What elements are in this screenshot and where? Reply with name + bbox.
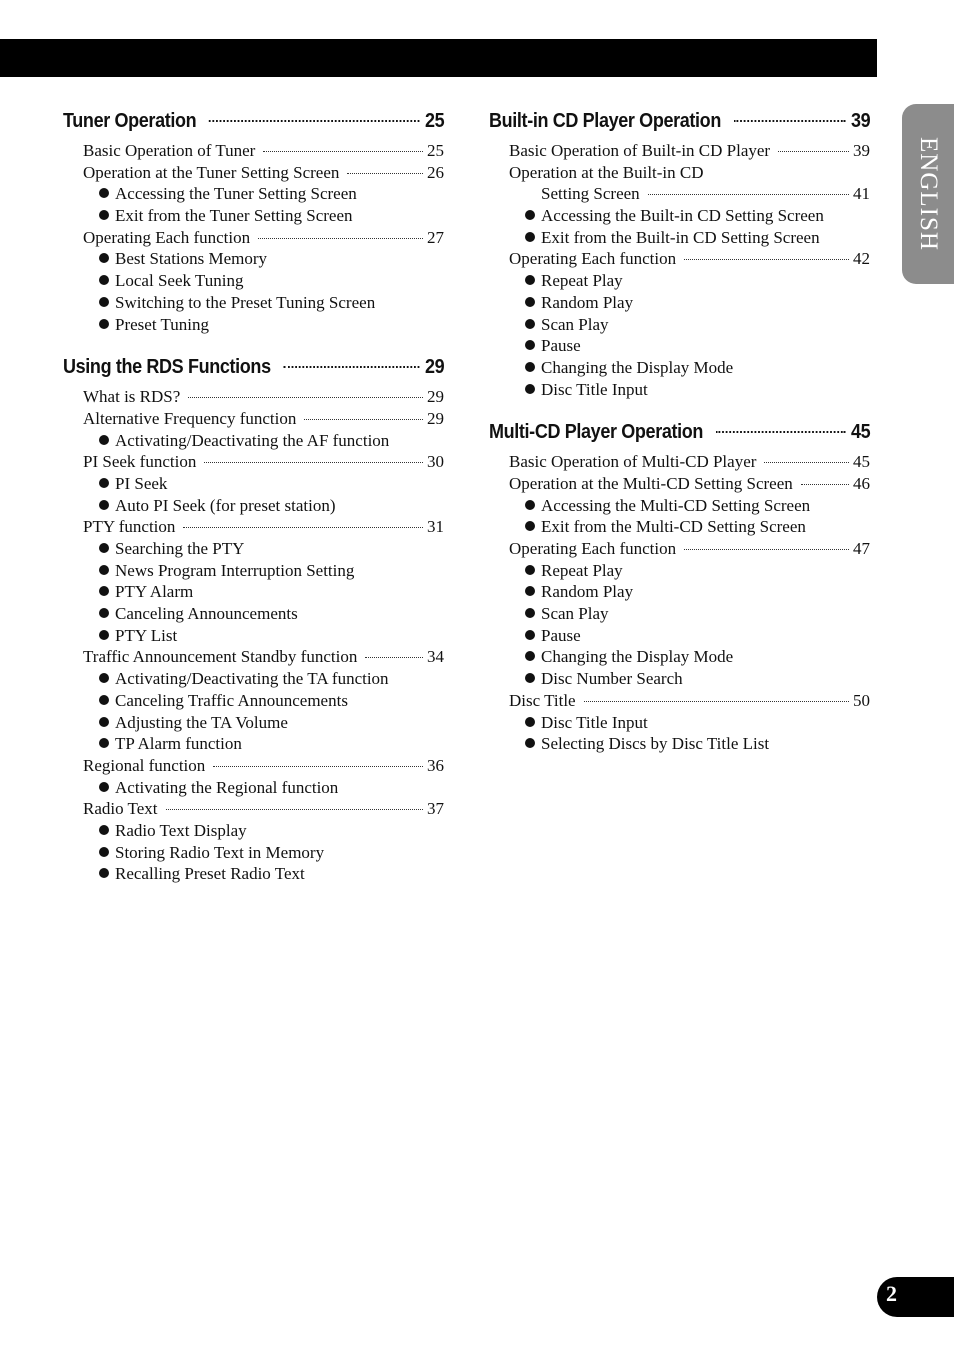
bullet-icon [525, 630, 535, 640]
bullet-icon [525, 521, 535, 531]
toc-entry[interactable] [489, 451, 870, 473]
entry-page: 47 [853, 539, 870, 558]
subitem-text: Preset Tuning [115, 314, 209, 334]
toc-subitem[interactable] [63, 183, 444, 205]
page-number-badge [877, 1277, 954, 1317]
dot-leader [778, 151, 849, 152]
toc-subitem[interactable] [63, 205, 444, 227]
toc-subitem[interactable] [489, 379, 870, 401]
subitem-text: Canceling Announcements [115, 604, 298, 624]
bullet-icon [525, 210, 535, 220]
entry-page: 27 [427, 227, 444, 247]
bullet-icon [525, 565, 535, 575]
dot-leader [347, 173, 423, 174]
toc-subitem[interactable] [489, 516, 870, 538]
entry-text: Traffic Announcement Standby function [83, 647, 358, 667]
subitem-text: Storing Radio Text in Memory [115, 842, 325, 862]
subitem-text: Searching the PTY [115, 539, 245, 558]
bullet-icon [99, 782, 109, 792]
dot-leader [263, 151, 423, 152]
subitem-text: Canceling Traffic Announcements [115, 690, 348, 710]
toc-subitem[interactable] [63, 473, 444, 495]
entry-text: Basic Operation of Multi-CD Player [509, 452, 757, 472]
entry-page: 31 [427, 517, 444, 537]
entry-text: PTY function [83, 517, 176, 537]
subitem-text: Radio Text Display [115, 820, 247, 840]
subitem-text: Disc Number Search [541, 669, 683, 689]
bullet-icon [525, 586, 535, 596]
subitem-text: Disc Title Input [541, 712, 648, 732]
subitem-text: Scan Play [541, 314, 609, 334]
toc-subitem[interactable] [489, 733, 870, 755]
subitem-text: Exit from the Built-in CD Setting Screen [541, 227, 820, 247]
dot-leader [801, 484, 849, 485]
bullet-icon [525, 384, 535, 394]
toc-subitem[interactable] [489, 270, 870, 292]
bullet-icon [525, 673, 535, 683]
bullet-icon [99, 188, 109, 198]
toc-subitem[interactable] [489, 227, 870, 249]
toc-subitem[interactable] [489, 205, 870, 227]
bullet-icon [99, 630, 109, 640]
toc-subitem[interactable] [489, 335, 870, 357]
bullet-icon [525, 319, 535, 329]
section-page: 45 [850, 421, 871, 444]
toc-left-column [63, 110, 444, 906]
toc-entry[interactable] [63, 162, 444, 184]
bullet-icon [99, 738, 109, 748]
bullet-icon [99, 297, 109, 307]
bullet-icon [99, 825, 109, 835]
dot-leader [648, 194, 849, 195]
subitem-text: News Program Interruption Setting [115, 560, 355, 580]
subitem-text: Activating/Deactivating the AF function [115, 430, 390, 450]
subitem-text: TP Alarm function [115, 734, 242, 754]
section-title: Using the RDS Functions [63, 356, 271, 379]
subitem-text: Auto PI Seek (for preset station) [115, 495, 336, 515]
entry-page: 39 [853, 141, 870, 160]
bullet-icon [99, 478, 109, 488]
bullet-icon [525, 232, 535, 242]
toc-section [63, 110, 444, 335]
subitem-text: Accessing the Built-in CD Setting Screen [541, 206, 824, 226]
dot-leader [716, 431, 846, 433]
dot-leader [188, 397, 423, 398]
entry-text: Operation at the Tuner Setting Screen [83, 162, 340, 182]
dot-leader [684, 259, 849, 260]
toc-subitem[interactable] [63, 495, 444, 517]
toc-entry[interactable] [63, 386, 444, 408]
entry-text: Regional function [83, 755, 206, 775]
bullet-icon [99, 210, 109, 220]
toc-subitem[interactable] [489, 495, 870, 517]
subitem-text: Accessing the Multi-CD Setting Screen [541, 495, 811, 515]
dot-leader [684, 549, 849, 550]
toc-right-column [489, 110, 870, 776]
section-heading[interactable] [489, 421, 870, 451]
toc-subitem[interactable] [63, 430, 444, 452]
subitem-text: Repeat Play [541, 271, 623, 291]
toc-subitem[interactable] [489, 603, 870, 625]
bullet-icon [99, 253, 109, 263]
subitem-text: PTY List [115, 625, 178, 645]
subitem-text: Adjusting the TA Volume [115, 712, 288, 732]
section-heading[interactable] [63, 110, 444, 140]
toc-section [63, 356, 444, 885]
bullet-icon [99, 319, 109, 329]
entry-text: Operation at the Built-in CD [509, 162, 704, 182]
bullet-icon [99, 500, 109, 510]
toc-entry[interactable] [63, 798, 444, 820]
bullet-icon [99, 275, 109, 285]
toc-entry[interactable] [63, 227, 444, 249]
entry-text: Disc Title [509, 690, 576, 710]
bullet-icon [99, 695, 109, 705]
bullet-icon [99, 868, 109, 878]
toc-subitem[interactable] [489, 357, 870, 379]
bullet-icon [99, 565, 109, 575]
toc-entry[interactable] [489, 473, 870, 495]
toc-subitem[interactable] [63, 581, 444, 603]
entry-page: 50 [853, 690, 870, 710]
subitem-text: Exit from the Multi-CD Setting Screen [541, 517, 806, 537]
bullet-icon [99, 586, 109, 596]
section-page: 29 [424, 356, 445, 379]
entry-page: 36 [427, 755, 444, 775]
toc-subitem[interactable] [63, 863, 444, 885]
subitem-text: Changing the Display Mode [541, 357, 734, 377]
entry-text: Basic Operation of Tuner [83, 141, 256, 160]
header-bar [0, 39, 877, 77]
entry-page: 29 [427, 408, 444, 428]
toc-subitem[interactable] [63, 292, 444, 314]
bullet-icon [525, 651, 535, 661]
bullet-icon [525, 340, 535, 350]
bullet-icon [99, 435, 109, 445]
bullet-icon [99, 608, 109, 618]
subitem-text: Switching to the Preset Tuning Screen [115, 292, 376, 312]
entry-text: Setting Screen [541, 184, 640, 204]
subitem-text: Activating the Regional function [115, 777, 339, 797]
bullet-icon [525, 738, 535, 748]
section-title: Multi-CD Player Operation [489, 421, 704, 444]
page-number: 2 [886, 1281, 897, 1306]
entry-page: 34 [427, 647, 444, 667]
toc-subitem[interactable] [63, 820, 444, 842]
toc-section [489, 421, 870, 755]
toc-subitem[interactable] [489, 314, 870, 336]
entry-text: What is RDS? [83, 387, 181, 407]
dot-leader [283, 366, 419, 368]
subitem-text: Repeat Play [541, 560, 623, 580]
language-tab-label: ENGLISH [915, 137, 942, 251]
entry-page: 37 [427, 799, 444, 819]
bullet-icon [99, 673, 109, 683]
toc-subitem[interactable] [63, 690, 444, 712]
section-page: 25 [424, 110, 445, 132]
section-title: Tuner Operation [63, 110, 197, 132]
bullet-icon [525, 297, 535, 307]
entry-page: 42 [853, 249, 870, 269]
toc-entry[interactable] [63, 140, 444, 162]
toc-entry[interactable] [63, 516, 444, 538]
subitem-text: PTY Alarm [115, 582, 194, 602]
entry-page: 41 [853, 184, 870, 204]
dot-leader [734, 120, 846, 122]
toc-subitem[interactable] [63, 625, 444, 647]
entry-page: 45 [853, 452, 870, 472]
subitem-text: Exit from the Tuner Setting Screen [115, 206, 353, 226]
dot-leader [304, 419, 423, 420]
bullet-icon [99, 717, 109, 727]
dot-leader [204, 462, 423, 463]
toc-entry[interactable] [63, 755, 444, 777]
toc-subitem[interactable] [63, 668, 444, 690]
section-heading[interactable] [489, 110, 870, 140]
entry-text: Operating Each function [509, 249, 677, 269]
bullet-icon [525, 275, 535, 285]
subitem-text: Disc Title Input [541, 379, 648, 399]
language-tab [902, 104, 954, 284]
toc-subitem[interactable] [63, 314, 444, 336]
toc-entry[interactable] [489, 690, 870, 712]
subitem-text: Activating/Deactivating the TA function [115, 669, 389, 689]
bullet-icon [525, 362, 535, 372]
dot-leader [764, 462, 849, 463]
toc-entry[interactable] [489, 538, 870, 560]
subitem-text: Local Seek Tuning [115, 271, 244, 291]
subitem-text: Scan Play [541, 604, 609, 624]
dot-leader [258, 238, 423, 239]
section-heading[interactable] [63, 356, 444, 386]
toc-entry[interactable] [489, 248, 870, 270]
entry-text: Operating Each function [83, 227, 251, 247]
bullet-icon [99, 847, 109, 857]
toc-entry[interactable] [489, 140, 870, 162]
toc-entry[interactable] [63, 646, 444, 668]
toc-section [489, 110, 870, 400]
toc-subitem[interactable] [63, 270, 444, 292]
toc-entry[interactable] [63, 408, 444, 430]
section-title: Built-in CD Player Operation [489, 110, 721, 132]
dot-leader [365, 657, 423, 658]
subitem-text: Random Play [541, 582, 634, 602]
section-page: 39 [850, 110, 871, 132]
entry-page: 30 [427, 452, 444, 472]
toc-subitem[interactable] [489, 668, 870, 690]
dot-leader [584, 701, 849, 702]
toc-entry[interactable] [63, 451, 444, 473]
subitem-text: Pause [541, 625, 581, 645]
toc-subitem[interactable] [489, 292, 870, 314]
subitem-text: PI Seek [115, 473, 168, 493]
subitem-text: Best Stations Memory [115, 249, 268, 269]
entry-text: Operation at the Multi-CD Setting Screen [509, 473, 793, 493]
toc-subitem[interactable] [63, 560, 444, 582]
entry-text: Operating Each function [509, 539, 677, 558]
entry-text: Basic Operation of Built-in CD Player [509, 141, 771, 160]
subitem-text: Selecting Discs by Disc Title List [541, 734, 770, 754]
subitem-text: Pause [541, 336, 581, 356]
toc-subitem[interactable] [63, 248, 444, 270]
dot-leader [209, 120, 420, 122]
toc-subitem[interactable] [489, 712, 870, 734]
subitem-text: Random Play [541, 292, 634, 312]
dot-leader [166, 809, 423, 810]
subitem-text: Accessing the Tuner Setting Screen [115, 184, 357, 204]
subitem-text: Recalling Preset Radio Text [115, 864, 305, 884]
bullet-icon [99, 543, 109, 553]
toc-subitem[interactable] [489, 646, 870, 668]
dot-leader [183, 527, 423, 528]
bullet-icon [525, 500, 535, 510]
toc-subitem[interactable] [63, 603, 444, 625]
toc-entry[interactable] [489, 183, 870, 205]
toc-subitem[interactable] [489, 625, 870, 647]
toc-entry[interactable] [489, 162, 870, 184]
toc-subitem[interactable] [63, 712, 444, 734]
entry-text: Radio Text [83, 799, 158, 819]
entry-page: 25 [427, 141, 444, 160]
entry-text: Alternative Frequency function [83, 408, 297, 428]
toc-subitem[interactable] [489, 581, 870, 603]
toc-subitem[interactable] [63, 842, 444, 864]
dot-leader [213, 766, 423, 767]
toc-subitem[interactable] [63, 777, 444, 799]
toc-subitem[interactable] [63, 733, 444, 755]
bullet-icon [525, 608, 535, 618]
entry-page: 46 [853, 473, 870, 493]
entry-page: 29 [427, 387, 444, 407]
toc-subitem[interactable] [63, 538, 444, 560]
entry-page: 26 [427, 162, 444, 182]
bullet-icon [525, 717, 535, 727]
subitem-text: Changing the Display Mode [541, 647, 734, 667]
toc-subitem[interactable] [489, 560, 870, 582]
entry-text: PI Seek function [83, 452, 197, 472]
